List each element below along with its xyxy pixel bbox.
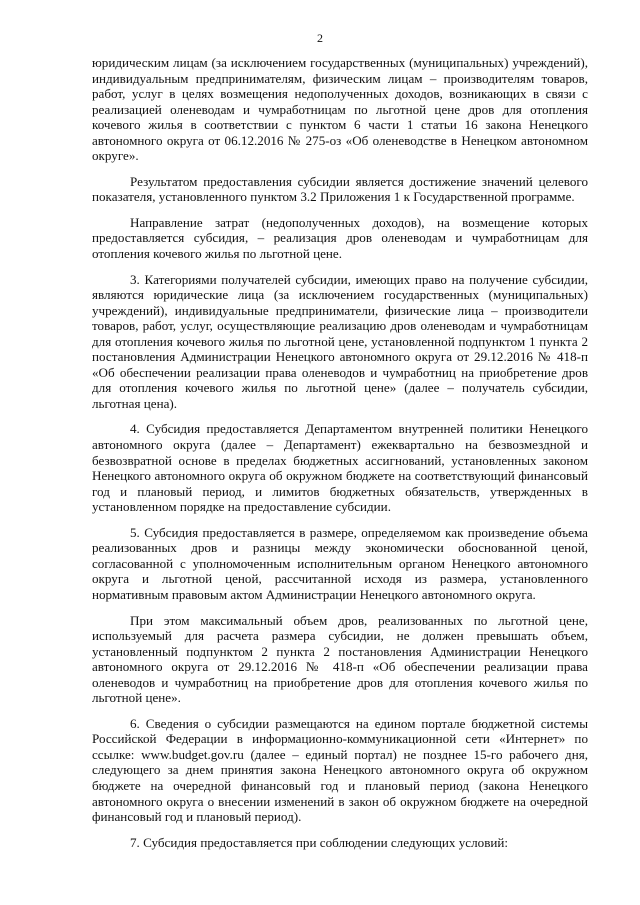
paragraph-subsidy-result: Результатом предоставления субсидии является достижение значений целевого показателя, установленного пунктом 3.2 Приложения 1 к Государственной программе.: [92, 173, 588, 205]
paragraph-item-5: 5. Субсидия предоставляется в размере, определяемом как произведение объема реализованных дров и разницы между экономически обоснованной ценой, согласованной с уполномоченным исполнительным органом Ненецкого автономного округа и льготной ценой, рассчитанной исходя из размера, установленного нормативным правовым актом Администрации Ненецкого автономного округа.: [92, 524, 588, 602]
paragraph-item-4: 4. Субсидия предоставляется Департаментом внутренней политики Ненецкого автономного округа (далее – Департамент) ежеквартально на безвозмездной и безвозвратной основе в пределах бюджетных ассигнований, установленных законом Ненецкого автономного округа об окружном бюджете на соответствующий финансовый год и плановый период, и лимитов бюджетных обязательств, утвержденных в установленном порядке на предоставление субсидии.: [92, 421, 588, 515]
paragraph-continuation: юридическим лицам (за исключением государственных (муниципальных) учреждений), индивидуальным предпринимателям, физическим лицам – производителям товаров, работ, услуг в целях возмещения недополученных доходов, возникающих в связи с реализацией оленеводам и чумработницам по льготной цене дров для отопления кочевого жилья в соответствии с пунктом 6 части 1 статьи 16 закона Ненецкого автономного округа от 06.12.2016 № 275-оз «Об оленеводстве в Ненецком автономном округе».: [92, 55, 588, 164]
paragraph-item-7: 7. Субсидия предоставляется при соблюдении следующих условий:: [130, 834, 509, 850]
paragraph-cost-direction: Направление затрат (недополученных доходов), на возмещение которых предоставляется субсидия, – реализация дров оленеводам и чумработницам для отопления кочевого жилья по льготной цене.: [92, 214, 588, 262]
page-number: 2: [317, 31, 323, 45]
paragraph-item-3: 3. Категориями получателей субсидии, имеющих право на получение субсидии, являются юридические лица (за исключением государственных (муниципальных) учреждений), индивидуальные предприниматели, физические лица – производители товаров, работ, услуг, осуществляющие реализацию дров оленеводам и чумработницам для отопления кочевого жилья по льготной цене, установленной подпунктом 1 пункта 2 постановления Администрации Ненецкого автономного округа от 29.12.2016 № 418-п «Об обеспечении реализации права оленеводов и чумработниц на приобретение дров для отопления кочевого жилья по льготной цене» (далее – получатель субсидии, льготная цена).: [92, 271, 588, 411]
paragraph-item-6: 6. Сведения о субсидии размещаются на едином портале бюджетной системы Российской Федерации в информационно-коммуникационной сети «Интернет» по ссылке: www.budget.gov.ru (далее – единый портал) не позднее 15-го рабочего дня, следующего за днем принятия закона Ненецкого автономного округа об окружном бюджете на очередной финансовый год и плановый период (закона Ненецкого автономного округа о внесении изменений в закон об окружном бюджете на очередной финансовый год и плановый период).: [92, 715, 588, 825]
document-body: [92, 55, 588, 850]
paragraph-max-volume: При этом максимальный объем дров, реализованных по льготной цене, используемый для расчета размера субсидии, не должен превышать объем, установленный подпунктом 2 пункта 2 постановления Администрации Ненецкого автономного округа от 29.12.2016 № 418-п «Об обеспечении реализации права оленеводов и чумработниц на приобретение дров для отопления кочевого жилья по льготной цене».: [92, 612, 588, 706]
